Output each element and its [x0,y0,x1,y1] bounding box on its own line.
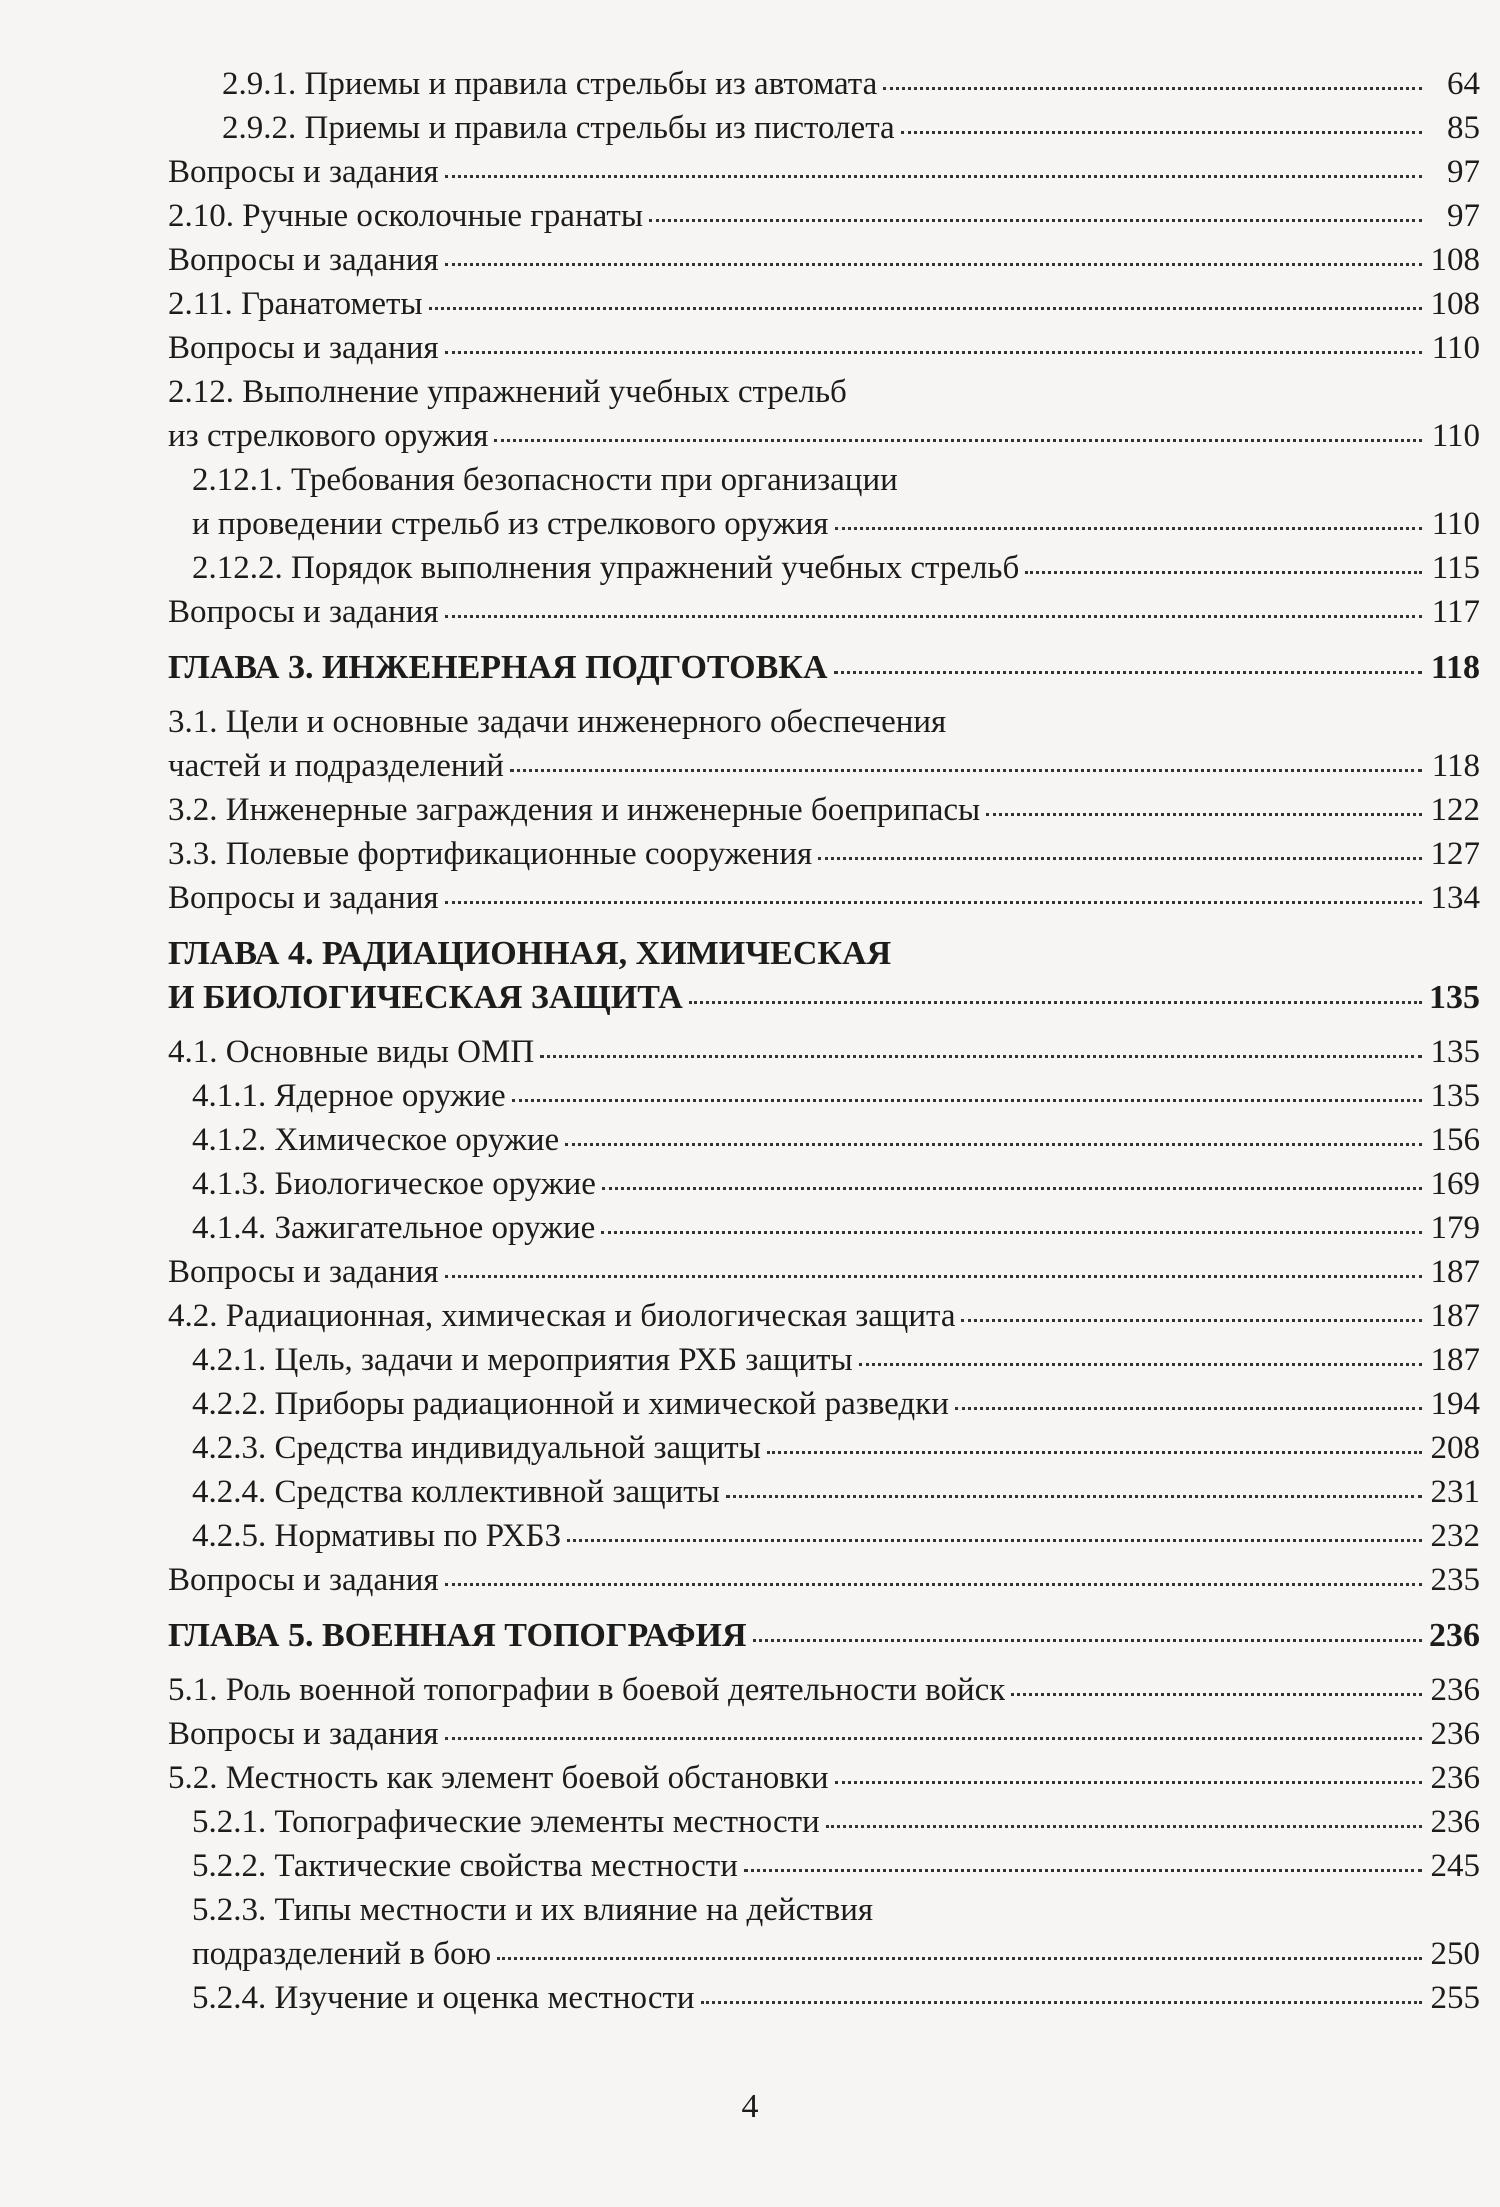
toc-entry-title: 2.9.2. Приемы и правила стрельбы из пистолета [222,110,895,146]
toc-entry-title: 4.2.4. Средства коллективной защиты [192,1474,720,1510]
dot-leader [961,1319,1422,1322]
dot-leader [429,307,1422,310]
toc-page-number: 236 [1430,1760,1480,1796]
toc-page-number: 179 [1430,1210,1480,1246]
toc-page-number: 236 [1430,1672,1480,1708]
toc-entry-title: Вопросы и задания [168,154,439,190]
toc-entry-title: 2.12.2. Порядок выполнения упражнений учебных стрельб [192,550,1020,586]
toc-page-number: 236 [1430,1716,1480,1752]
toc-entry-title-continued: из стрелкового оружия [168,418,489,454]
dot-leader [726,1495,1422,1498]
toc-entry-title: 4.1.1. Ядерное оружие [192,1078,506,1114]
toc-page-number: 187 [1430,1342,1480,1378]
toc-entry [150,1712,1480,1756]
dot-leader [901,131,1422,134]
toc-entry [150,106,1480,150]
dot-leader [445,351,1422,354]
toc-page-number: 135 [1430,1034,1480,1070]
toc-entry-title: 3.2. Инженерные заграждения и инженерные боеприпасы [168,792,981,828]
dot-leader [744,1869,1422,1872]
dot-leader [445,1275,1422,1278]
toc-entry-title: Вопросы и задания [168,330,439,366]
toc-page-number: 232 [1430,1518,1480,1554]
dot-leader [445,615,1422,618]
dot-leader [1011,1693,1422,1696]
toc-entry-title: 3.3. Полевые фортификационные сооружения [168,836,813,872]
table-of-contents [150,62,1480,2020]
toc-page-number: 122 [1430,792,1480,828]
toc-entry [150,1382,1480,1426]
toc-entry-title: 4.2.2. Приборы радиационной и химической разведки [192,1386,949,1422]
toc-page-number: 110 [1431,418,1480,454]
toc-page-number: 255 [1430,1980,1480,2016]
toc-entry-title: 4.2.5. Нормативы по РХБЗ [192,1518,562,1554]
toc-entry-title: Вопросы и задания [168,1254,439,1290]
toc-entry-line [168,370,1480,414]
toc-entry-title: 2.12.1. Требования безопасности при организации [192,462,898,498]
dot-leader [497,1957,1422,1960]
dot-leader [567,1539,1422,1542]
toc-entry [150,1470,1480,1514]
dot-leader [512,1099,1422,1102]
toc-entry [150,1162,1480,1206]
toc-page-number: 236 [1429,1617,1480,1654]
toc-entry-title: Вопросы и задания [168,1716,439,1752]
toc-entry [150,238,1480,282]
toc-entry [150,1030,1480,1074]
toc-entry-title-continued: подразделений в бою [192,1936,492,1972]
toc-page-number: 135 [1430,1078,1480,1114]
dot-leader [540,1055,1422,1058]
toc-entry [150,700,1480,788]
toc-page-number: 250 [1430,1936,1480,1972]
toc-entry-title: 5.2.4. Изучение и оценка местности [192,1980,695,2016]
toc-entry [150,1250,1480,1294]
toc-entry-title: Вопросы и задания [168,242,439,278]
toc-entry-title: 5.2.3. Типы местности и их влияние на действия [192,1892,874,1928]
dot-leader [883,87,1422,90]
toc-entry-title: 4.1. Основные виды ОМП [168,1034,535,1070]
dot-leader [818,857,1422,860]
toc-page-number: 64 [1447,66,1480,102]
toc-chapter-entry [150,1614,1480,1658]
toc-page-number: 187 [1430,1254,1480,1290]
dot-leader [445,175,1422,178]
toc-entry-line [192,502,1480,546]
dot-leader [859,1363,1422,1366]
toc-page-number: 117 [1431,594,1480,630]
toc-entry-title: ГЛАВА 4. РАДИАЦИОННАЯ, ХИМИЧЕСКАЯ [168,935,892,972]
dot-leader [753,1639,1422,1642]
toc-entry-title-continued: и проведении стрельб из стрелкового оружия [192,506,829,542]
toc-entry-title: ГЛАВА 5. ВОЕННАЯ ТОПОГРАФИЯ [168,1617,747,1654]
toc-entry [150,788,1480,832]
toc-page-number: 231 [1430,1474,1480,1510]
toc-entry [150,876,1480,920]
dot-leader [445,901,1422,904]
dot-leader [835,1781,1423,1784]
toc-page-number: 110 [1431,506,1480,542]
toc-entry-title: 2.10. Ручные осколочные гранаты [168,198,643,234]
toc-entry [150,1206,1480,1250]
toc-entry [150,1338,1480,1382]
toc-page-number: 156 [1430,1122,1480,1158]
toc-page-number: 118 [1430,649,1480,686]
toc-entry [150,832,1480,876]
toc-entry-title: 4.1.4. Зажигательное оружие [192,1210,596,1246]
toc-entry-title: 5.1. Роль военной топографии в боевой деятельности войск [168,1672,1006,1708]
toc-page-number: 135 [1429,979,1480,1016]
toc-entry-line [168,700,1480,744]
dot-leader [826,1825,1422,1828]
toc-entry-title: 2.12. Выполнение упражнений учебных стрельб [168,374,847,410]
dot-leader [767,1451,1422,1454]
toc-entry-title: 4.1.3. Биологическое оружие [192,1166,596,1202]
toc-page-number: 97 [1447,154,1480,190]
toc-page-number: 108 [1430,242,1480,278]
toc-entry-line [168,744,1480,788]
toc-entry-line [168,414,1480,458]
toc-entry-title: 5.2.1. Топографические элементы местности [192,1804,820,1840]
toc-chapter-entry [150,646,1480,690]
dot-leader [689,1001,1422,1004]
toc-page-number: 134 [1430,880,1480,916]
toc-entry [150,546,1480,590]
toc-entry [150,282,1480,326]
toc-page-number: 208 [1430,1430,1480,1466]
toc-entry [150,458,1480,546]
toc-entry-title: 2.9.1. Приемы и правила стрельбы из автомата [222,66,878,102]
dot-leader [601,1231,1422,1234]
toc-page-number: 235 [1430,1562,1480,1598]
toc-page-number: 187 [1430,1298,1480,1334]
toc-entry [150,1888,1480,1976]
toc-page-number: 110 [1431,330,1480,366]
toc-entry-title: 4.2.1. Цель, задачи и мероприятия РХБ защиты [192,1342,853,1378]
dot-leader [835,527,1423,530]
toc-entry-title-continued: И БИОЛОГИЧЕСКАЯ ЗАЩИТА [168,979,683,1016]
toc-chapter-entry [150,932,1480,1020]
dot-leader [649,219,1422,222]
toc-entry [150,1074,1480,1118]
toc-entry [150,62,1480,106]
toc-entry-title: Вопросы и задания [168,1562,439,1598]
toc-entry-line [192,1932,1480,1976]
toc-entry-title: 3.1. Цели и основные задачи инженерного обеспечения [168,704,947,740]
dot-leader [510,769,1422,772]
toc-entry-title: 5.2.2. Тактические свойства местности [192,1848,738,1884]
toc-page-number: 169 [1430,1166,1480,1202]
toc-page-number: 85 [1447,110,1480,146]
toc-entry [150,1844,1480,1888]
dot-leader [701,2001,1422,2004]
toc-page-number: 127 [1430,836,1480,872]
dot-leader [445,263,1422,266]
toc-page-number: 118 [1431,748,1480,784]
dot-leader [986,813,1422,816]
toc-entry [150,1514,1480,1558]
toc-page-number: 97 [1447,198,1480,234]
toc-entry-title: 4.2. Радиационная, химическая и биологическая защита [168,1298,956,1334]
toc-entry-title: 4.2.3. Средства индивидуальной защиты [192,1430,761,1466]
toc-entry-title: Вопросы и задания [168,594,439,630]
toc-entry [150,590,1480,634]
dot-leader [445,1583,1422,1586]
toc-entry-title: Вопросы и задания [168,880,439,916]
toc-entry [150,1294,1480,1338]
dot-leader [445,1737,1422,1740]
toc-entry-title: ГЛАВА 3. ИНЖЕНЕРНАЯ ПОДГОТОВКА [168,649,828,686]
toc-entry [150,194,1480,238]
dot-leader [955,1407,1422,1410]
toc-page-number: 115 [1431,550,1480,586]
dot-leader [834,671,1423,674]
toc-page-number: 194 [1430,1386,1480,1422]
toc-entry [150,1976,1480,2020]
toc-entry-line [192,1888,1480,1932]
toc-entry [150,1800,1480,1844]
toc-entry-title-continued: частей и подразделений [168,748,504,784]
toc-entry-title: 4.1.2. Химическое оружие [192,1122,560,1158]
page-number: 4 [741,2088,759,2125]
toc-entry [150,326,1480,370]
toc-entry-line [192,458,1480,502]
dot-leader [494,439,1422,442]
toc-entry-line [168,932,1480,976]
toc-entry [150,370,1480,458]
toc-entry [150,1668,1480,1712]
toc-page-number: 108 [1430,286,1480,322]
toc-entry-title: 5.2. Местность как элемент боевой обстановки [168,1760,829,1796]
toc-entry [150,1118,1480,1162]
toc-entry [150,1756,1480,1800]
dot-leader [565,1143,1422,1146]
dot-leader [602,1187,1422,1190]
toc-entry [150,1426,1480,1470]
toc-page-number: 236 [1430,1804,1480,1840]
toc-entry-title: 2.11. Гранатометы [168,286,423,322]
toc-entry-line [168,976,1480,1020]
toc-entry [150,150,1480,194]
toc-entry [150,1558,1480,1602]
dot-leader [1025,571,1422,574]
toc-page-number: 245 [1430,1848,1480,1884]
